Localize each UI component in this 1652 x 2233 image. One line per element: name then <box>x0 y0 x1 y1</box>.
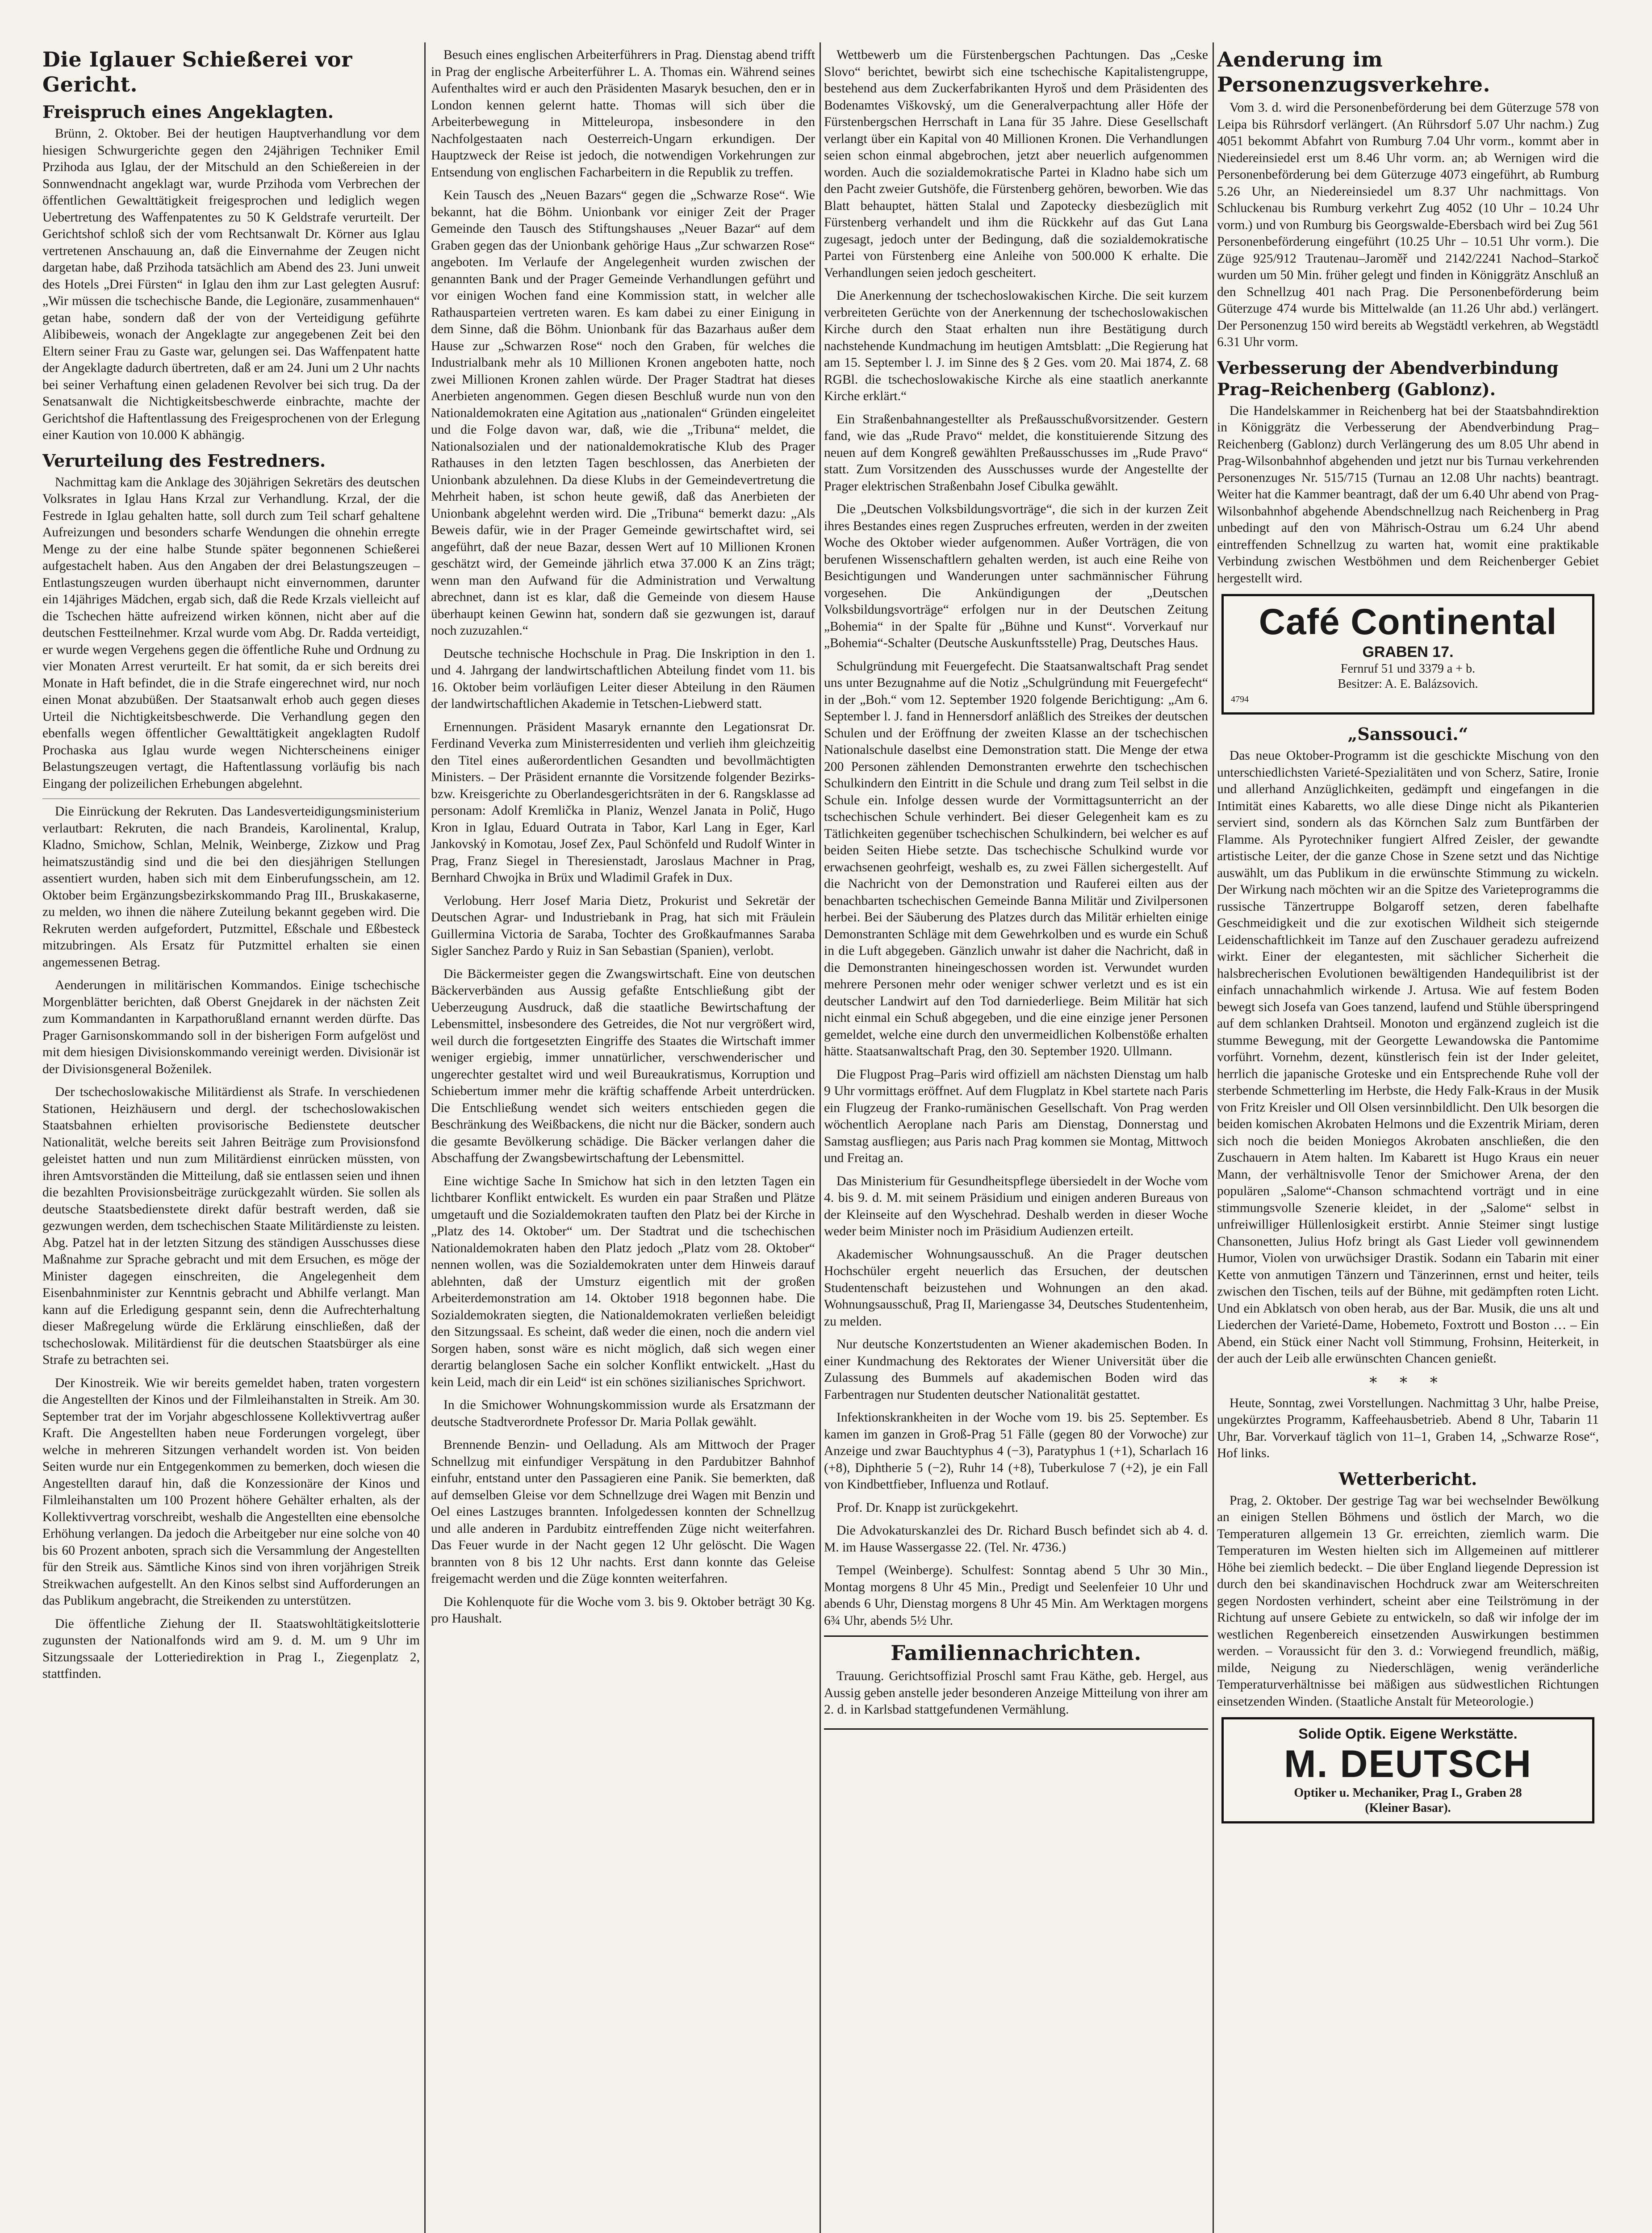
ad-optik-name: M. DEUTSCH <box>1284 1743 1532 1786</box>
article-wiener-boden: Nur deutsche Konzertstudenten an Wiener akademischen Boden. In einer Kundmachung des Rektorates der Wiener Universität über die Zulassung des Bummels auf akademischen Boden wird das Farbentragen nur Studenten deutscher Nationalität gestattet. <box>824 1337 1208 1402</box>
headline-sanssouci: „Sanssouci.“ <box>1347 724 1468 744</box>
ad-optik-address: Optiker u. Mechaniker, Prag I., Graben 28 <box>1294 1786 1522 1800</box>
headline-iglau: Die Iglauer Schießerei vor Gericht. <box>42 47 352 96</box>
article-kirche: Die Anerkennung der tschechoslowakischen Kirche. Die seit kurzem verbreiteten Gerüchte von der Anerkennung der tschechoslowakischen Kirche durch den Staat erhalten nun ihre Bestätigung durch nachstehende Kundmachung im heutigen Amtsblatt: „Die Regierung hat am 15. September l. J. im Sinne des § 2 Ges. vom 20. Mai 1874, Z. 68 RGBl. die tschechoslowakische Kirche als eine staatlich anerkannte Kirche erklärt.“ <box>824 289 1208 403</box>
article-kinostreik: Der Kinostreik. Wie wir bereits gemeldet haben, traten vorgestern die Angestellten der Kinos und der Filmleihanstalten in Streik. Am 30. September trat der im Vorjahr abgeschlossene Kollektivvertrag außer Kraft. Die Angestellten haben neue Forderungen vorgelegt, über welche in mehreren Sitzungen verhandelt worden ist. Von beiden Seiten wurde nur ein Entgegenkommen zu bemerken, doch wiesen die Angestellten darauf hin, daß die Konzessionäre der Kinos und Filmleihanstalten um 100 Prozent höhere Gehälter erhalten, als der Kollektivvertrag vorschreibt, weshalb die Angestellten eine ebensolche Erhöhung verlangen. Da jedoch die Arbeitgeber nur eine solche von 40 bis 60 Prozent anboten, sprach sich die Versammlung der Angestellten für den Streik aus. Sämtliche Kinos sind von ihren vorjährigen Streik Streikwachen aufgestellt. An den Kinos selbst sind Aufforderungen an das Publikum angebracht, die Streikenden zu unterstützen. <box>42 1376 420 1608</box>
article-hochschule: Deutsche technische Hochschule in Prag. Die Inskription in den 1. und 4. Jahrgang der landwirtschaftlichen Abteilung findet vom 11. bis 16. Oktober beim vorläufigen Leiter dieser Abteilung in den Räumen der landwirtschaftlichen Akademie in Tetschen-Liebwerd statt. <box>431 646 815 711</box>
column-rule <box>820 42 821 2233</box>
article-lotterie: Die öffentliche Ziehung der II. Staatswohltätigkeitslotterie zugunsten der Nationalfonds wird am 9. d. M. um 9 Uhr im Sitzungssaale der Lotteriedirektion in Prag I., Ziegenplatz 2, stattfinden. <box>42 1616 420 1681</box>
article-schulgruendung: Schulgründung mit Feuergefecht. Die Staatsanwaltschaft Prag sendet uns unter Bezugnahme auf die Notiz „Schulgründung mit Feuergefecht“ in der „Boh.“ vom 12. September 1920 folgende Berichtigung: „Am 6. September l. J. fand in Hennersdorf anläßlich des Streikes der deutschen Schulen und der Eröffnung der zweiten Klasse an der tschechischen Nationalschule daselbst eine Demonstration statt. Die Menge der etwa 200 Personen zählenden Demonstranten erwehrte den tschechischen Schulkindern den Eintritt in die Schule und drang zum Teil selbst in die Schule ein. Infolge dessen wurde der Vormittagsunterricht an der tschechischen Schule verhindert. Bei dieser Gelegenheit kam es zu Tätlichkeiten gegenüber tschechischen Schulkindern, bei welcher es auf beiden Seiten Hiebe setzte. Das tschechische Schulkind wurde vor erwachsenen geohrfeigt, weshalb es, zu zwei Fällen sichergestellt. Auf die Nachricht von der Demonstration und Rauferei eilten aus der benachbarten tschechischen Gemeinde Banna Militär und Zivilpersonen herbei. Bei der Säuberung des Platzes durch das Militär erhielten einige Demonstranten Schläge mit dem Gewehrkolben und es wurde ein Schuß in die Luft abgegeben. Gänzlich unwahr ist daher die Nachricht, daß in die Demonstranten hineingeschossen worden ist. Verwundet wurden mehrere Personen mehr oder weniger schwer verletzt und es ist ein deutscher Landwirt auf den Tod darniederliege. Beim Militär hat sich nicht einmal ein Schuß abgegeben, und die eine einzige jener Personen gemeldet, welche eine durch den unvermeidlichen Kolbenstöße erhalten hätte. Staatsanwaltschaft Prag, den 30. September 1920. Ullmann. <box>824 659 1208 1058</box>
subhead-verurteilung: Verurteilung des Festredners. <box>42 450 326 471</box>
ad-optik-deutsch <box>1221 1717 1594 1823</box>
article-kohlenquote: Die Kohlenquote für die Woche vom 3. bis 9. Oktober beträgt 30 Kg. pro Haushalt. <box>431 1594 815 1626</box>
article-flugpost: Die Flugpost Prag–Paris wird offiziell am nächsten Dienstag um halb 9 Uhr vormittags eröffnet. Auf dem Flugplatz in Kbel startete nach Paris ein Flugzeug der Franko-rumänischen Gesellschaft. Von Prag werden wöchentlich Aeroplane nach Paris am Dienstag, Donnerstag und Samstag ausfliegen; aus Paris nach Prag kommen sie Montag, Mittwoch und Freitag an. <box>824 1067 1208 1165</box>
headline-abendverbindung: Verbesserung der Abendverbindung Prag–Reichenberg (Gablonz). <box>1217 357 1559 399</box>
article-fuerstenberg: Wettbewerb um die Fürstenbergschen Pachtungen. Das „Ceske Slovo“ berichtet, bewirbt sich eine tschechische Kapitalistengruppe, bestehend aus dem Zuckerfabrikanten Hyroš und dem Präsidenten des Bodenamtes Viškovský, um die Generalverpachtung aller Höfe der Fürstenbergschen Herrschaft in Lana für 35 Jahre. Diese Gesellschaft verlangt über ein Kapital von 40 Millionen Kronen. Die Verhandlungen seien schon einmal abgebrochen, jetzt aber neuerlich aufgenommen worden. Auch die sozialdemokratische Partei in Kladno habe sich um den Pacht zweier Gutshöfe, die Fürstenberg gehören, beworben. Wie das Blatt behauptet, hätten Stalal und Zapotecky diesbezüglich mit Fürstenberg verhandelt und ihm die Rückkehr auf das Gut Lana zugesagt, jedoch unter der Bedingung, daß die sozialdemokratische Partei von Fürstenberg eine Anleihe von 500.000 K erhalte. Die Verhandlungen seien jedoch gescheitert. <box>824 48 1208 280</box>
article-ernennungen: Ernennungen. Präsident Masaryk ernannte den Legationsrat Dr. Ferdinand Veverka zum Ministerresidenten und verlieh ihm gleichzeitig den Titel eines außerordentlichen Gesandten und bevollmächtigten Ministers. – Der Präsident ernannte die Vorsitzende folgender Bezirks- bzw. Kreisgerichte zu Oberlandesgerichtsräten in der 6. Rangsklasse ad personam: Adolf Kremlička in Planiz, Wenzel Janata in Polič, Hugo Kron in Iglau, Eduard Outrata in Tabor, Karl Lang in Eger, Karl Jankovský in Komotau, Josef Zex, Paul Schönfeld und Rudolf Winter in Prag, Franz Siegel in Theresienstadt, Jaroslaus Machner in Prag, Bernhard Chwojka in Brüx und Wladimil Grafek in Dux. <box>431 719 815 885</box>
article-abendverbindung: Die Handelskammer in Reichenberg hat bei der Staatsbahndirektion in Königgrätz die Verbesserung der Abendverbindung Prag–Reichenberg (Gablonz) durch Verlängerung des um 8.05 Uhr abend in Prag-Wilsonbahnhof abgehenden und jetzt nur bis Turnau verkehrenden Personenzuges Nr. 515/715 (Turnau an 12.08 Uhr nachts) beantragt. Weiter hat die Kammer beantragt, daß der um 6.40 Uhr abend von Prag-Wilsonbahnhof abgehende Abendschnellzug nach Reichenberg in Prag unbedingt auf den von Mährisch-Ostrau um 6.24 Uhr abend eintreffenden Schnellzug zu warten hat, womit eine praktikable Verbindung zwischen Westböhmen und dem Reichenberger Gebiet hergestellt wird. <box>1217 403 1599 585</box>
article-baeckermeister: Die Bäckermeister gegen die Zwangswirtschaft. Eine von deutschen Bäckerverbänden aus Aussig gefaßte Entschließung gibt der Ueberzeugung Ausdruck, daß die staatliche Bewirtschaftung der Lebensmittel, insbesondere des Getreides, die Not nur vergrößert wird, weil durch die fortgesetzten Eingriffe des Staates die Wirtschaft immer weniger ergiebig, immer unnatürlicher, verschwenderischer und ungerechter gestaltet wird und weil Bureaukratismus, Korruption und Schiebertum immer mehr die kräftig schaffende Arbeit unterdrücken. Die Entschließung wendet sich weiters entschieden gegen die Beschränkung des Weißbackens, die nicht nur die Bäcker, sondern auch die gesamte Bevölkerung schädige. Die Bäcker verlangen daher die Abschaffung der Zwangsbewirtschaftung der Lebensmittel. <box>431 966 815 1165</box>
ad-cafe-address: GRABEN 17. <box>1362 644 1454 661</box>
article-przihoda: Brünn, 2. Oktober. Bei der heutigen Hauptverhandlung vor dem hiesigen Schwurgerichte gegen den 24jährigen Techniker Emil Przihoda aus Iglau, der der Mitschuld an den Schießereien in der Sonnwendnacht angeklagt war, wurde Przihoda vom Verbrechen der öffentlichen Gewalttätigkeit freigesprochen und lediglich wegen Uebertretung des Waffenpatentes zu 50 K Geldstrafe verurteilt. Der Gerichtshof schloß sich der vom Rechtsanwalt Dr. Körner aus Iglau vertretenen Anschauung an, daß die Einvernahme der Zeugen nicht dargetan habe, daß Przihoda tatsächlich am Abend des 23. Juni unweit des Hotels „Drei Fürsten“ in Iglau den ihm zur Last gelegten Ausruf: „Wir müssen die tschechische Bande, die Legionäre, zusammenhauen“ getan habe, sondern daß der von der Verteidigung geführte Alibibeweis, wonach der Angeklagte zur angegebenen Zeit bei den Eltern seiner Frau zu Gaste war, gelungen sei. Das Waffenpatent hatte der Angeklagte dadurch übertreten, daß er am 24. Juni um 2 Uhr nachts bei seiner Verhaftung einen geladenen Revolver bei sich trug. Da der Senatsanwalt die Nichtigkeitsbeschwerde einbrachte, machte der Gerichtshof die Haftentlassung des Freigesprochenen von der Erlegung einer Kaution von 10.000 K abhängig. <box>42 126 420 442</box>
family-news-text: Trauung. Gerichtsoffizial Proschl samt Frau Käthe, geb. Hergel, aus Aussig geben anstelle jeder besonderen Anzeige Mitteilung von ihrer am 2. d. in Karlsbad stattgefundenen Vermählung. <box>824 1669 1208 1717</box>
article-verlobung: Verlobung. Herr Josef Maria Dietz, Prokurist und Sekretär der Deutschen Agrar- und Industriebank in Prag, hat sich mit Fräulein Guillermina Victoria de Saraba, Tochter des Großkaufmannes Saraba Sigler Sanchez Pardo y Ruiz in San Sebastian (Spanien), verlobt. <box>431 893 815 958</box>
headline-personenzug: Aenderung im Personenzugsverkehre. <box>1217 47 1491 96</box>
headline-wetter: Wetterbericht. <box>1338 1468 1477 1489</box>
article-wohnungskommission: In die Smichower Wohnungskommission wurde als Ersatzmann der deutsche Stadtverordnete Professor Dr. Maria Pollak gewählt. <box>431 1398 815 1429</box>
ad-cafe-owner: Besitzer: A. E. Balázsovich. <box>1338 677 1478 691</box>
column-2 <box>431 47 815 2233</box>
subhead-freispruch: Freispruch eines Angeklagten. <box>42 102 334 122</box>
article-sanssouci: Das neue Oktober-Programm ist die geschickte Mischung von den unterschiedlichsten Varieté-Spezialitäten und von Scherz, Satire, Ironie und allerhand Anzüglichkeiten, gedämpft und eingefangen in die Intimität eines Kabaretts, wo alle diese Dinge nicht als Pikanterien serviert sind, sondern als das Körnchen Salz zum Buntfärben der Flamme. Als Pyrotechniker fungiert Alfred Zeisler, der gewandte artistische Leiter, der die ganze Chose in Szene setzt und das Nichtige auswählt, um das Publikum in die erwünschte Stimmung zu wickeln. Der Wirkung nach möchten wir an die Spitze des Varieteprogramms die russische Tänzertruppe Bolgaroff setzen, deren fabelhafte Geschmeidigkeit und die zur exotischen Wildheit sich steigernde Leidenschaftlichkeit im Tanze auf den Zuschauer geradezu aufreizend wirkt. Einer der elegantesten, mit sächlicher Sicherheit die halsbrecherischen Evolutionen bewältigenden Handequilibrist ist der einfach unnachahmlich wirkende J. Artusa. Wie auf festem Boden bewegt sich Josefa van Goes tanzend, laufend und Stühle überspringend auf dem schlanken Drahtseil. Monoton und ergänzend zugleich ist die stumme Bewegung, mit der Georgette Lewandowska die Pantomime vorführt. Vornehm, dezent, künstlerisch fein ist der Inder geleitet, herrlich die japanische Groteske und ein Entsprechende Ruhe voll der sterbende Schmetterling im Herbste, die Hedy Falk-Kraus in der Musik von Fritz Kreisler und Oll Olsen versinnbildlicht. Den Ulk besorgen die beiden komischen Akrobaten Helmons und die Exzentrik Miriam, deren sich noch die beiden Moniegos Akrobaten anschließen, die den Zuschauern in Atem halten. Im Kabarett ist Hugo Kraus ein neuer Mann, der verhältnisvolle Tenor der Smichower Arena, der den populären „Salome“-Chanson schmachtend vorträgt und in eine stimmungsvolle Szenerie kleidet, in der „Salome“ selbst in unfreiwilliger Hüllenlosigkeit erstirbt. Annie Steimer singt lustige Chansonetten, Julius Hofz bringt als Gast Lieder voll gewinnendem Humor, Violen von urwüchsiger Drastik. Sodann ein Tabarin mit einer Kette von anmutigen Tänzern und Tänzerinnen, ernst und heiter, teils zwischen den Tischen, teils auf der Bühne, mit gedämpften roten Licht. Und ein Abklatsch von oben herab, aus der Bar. Musik, die uns alt und Liederchen der Varieté-Dame, Hobemeto, Foxtrott und Boston … – Ein Abend, ein Stück einer Nacht voll Stimmung, Frohsinn, Heiterkeit, in der auch der Leib alle erwünschten Chancen genießt. <box>1217 749 1599 1366</box>
article-kommandos: Aenderungen in militärischen Kommandos. Einige tschechische Morgenblätter berichten, daß Oberst Gnejdarek in der nächsten Zeit zum Kommandanten in Karpathorußland ernannt werden dürfte. Das Prager Garnisonskommando soll in der bisherigen Form aufgelöst und mit dem hiesigen Divisionskommando vereinigt werden. Divisionär ist der Divisionsgeneral Boženilek. <box>42 978 420 1076</box>
ad-cafe-name: Café Continental <box>1259 602 1557 642</box>
article-vorstellungen: Heute, Sonntag, zwei Vorstellungen. Nachmittag 3 Uhr, halbe Preise, ungekürztes Programm, Kaffeehausbetrieb. Abend 8 Uhr, Tabarin 11 Uhr, Bar. Vorverkauf täglich von 11–1, Graben 14, „Schwarze Rose“, Hof links. <box>1217 1396 1599 1460</box>
article-smichow: Eine wichtige Sache In Smichow hat sich in den letzten Tagen ein lichtbarer Konflikt entwickelt. Es wurden ein paar Straßen und Plätze umgetauft und die Sozialdemokraten tauften den Platz bei der Kirche in „Platz des 14. Oktober“ um. Der Stadtrat und die tschechischen Nationaldemokraten haben den Platz jedoch „Platz vom 28. Oktober“ nennen wollen, was die Sozialdemokraten unter dem Hinweis darauf ablehnten, daß der Umsturz eigentlich mit der großen Arbeiterdemonstration am 14. Oktober 1918 begonnen habe. Die Sozialdemokraten siegten, die Nationaldemokraten verließen beleidigt den Sitzungssaal. Es scheint, daß weder die einen, noch die andern viel Sorgen haben, sonst wäre es nicht möglich, daß sich wegen einer derartig belanglosen Sache ein solcher Konflikt entwickelt. „Hast du kein Leid, mach dir ein Leid“ ist ein schönes sizilianisches Sprichwort. <box>431 1174 815 1389</box>
column-4 <box>1217 47 1599 2233</box>
article-personenzug: Vom 3. d. wird die Personenbeförderung bei dem Güterzuge 578 von Leipa bis Rührsdorf verlängert. (An Rührsdorf 5.07 Uhr nachm.) Zug 4051 bekommt Abfahrt von Rumburg 7.04 Uhr vorm., kommt aber in Niedereinsiedel erst um 8.46 Uhr vorm. an; ab Wernigen wird die Personenbeförderung bei dem Güterzuge 4073 eingeführt, ab Rumburg 5.26 Uhr, an Niedereinsiedel um 8.37 Uhr nachmittags. Von Schluckenau bis Rumburg verkehrt Zug 4052 (10 Uhr – 10.24 Uhr vorm.) und von Rumburg bis Georgswalde-Ebersbach wird bei Zug 561 Personenbeförderung eingeführt (10.25 Uhr – 10.51 Uhr vorm.). Die Züge 925/912 Trautenau–Jaroměř und 2142/2241 Nachod–Starkoč wurden um 50 Min. früher gelegt und finden in Königgrätz Anschluß an den Schnellzug 401 nach Prag. Die Personenbeförderung beim Güterzuge 474 wurde bis Mittelwalde (an 11.26 Uhr abd.) verlängert. Der Personenzug 150 wird bereits ab Wegstädtl verkehren, ab Wegstädtl 6.31 Uhr vorm. <box>1217 100 1599 349</box>
article-thomas: Besuch eines englischen Arbeiterführers in Prag. Dienstag abend trifft in Prag der englische Arbeiterführer L. A. Thomas ein. Während seines Aufenthaltes wird er auch den Präsidenten Masaryk besuchen, den er in London kennen gelernt hatte. Thomas will sich über die Arbeiterbewegung in Mitteleuropa, insbesondere in den Nachfolgestaaten nach Oesterreich-Ungarn erkundigen. Der Hauptzweck der Reise ist jedoch, die notwendigen Vorkehrungen zur Entsendung von englischen Facharbeitern in die Republik zu treffen. <box>431 48 815 180</box>
column-rule <box>424 42 426 2233</box>
article-pressausschuss: Ein Straßenbahnangestellter als Preßausschußvorsitzender. Gestern fand, wie das „Rude Pravo“ meldet, die konstituierende Sitzung des neuen auf dem Kongreß gewählten Preßausschusses im „Rude Pravo“ statt. Zum Vorsitzenden des Ausschusses wurde der Angestellte der Prager elektrischen Straßenbahn Josef Cibulka gewählt. <box>824 412 1208 493</box>
article-rekruten: Die Einrückung der Rekruten. Das Landesverteidigungsministerium verlautbart: Rekruten, die nach Brandeis, Karolinental, Kralup, Kladno, Smichow, Schlan, Melnik, Weinberge, Zizkow und Prag heimatszuständig sind und die bei den diesjährigen Stellungen assentiert wurden, haben sich mit dem Einberufungsschein, am 12. Oktober beim Ergänzungsbezirkskommando Prag III., Bruskakaserne, zu melden, wo ihnen die nähere Zuteilung bekannt gegeben wird. Die Rekruten werden aufgefordert, Putzmittel, Eßschale und Eßbesteck mitzubringen. Als Ersatz für Putzmittel erhalten sie einen angemessenen Betrag. <box>42 804 420 970</box>
ad-cafe-number: 4794 <box>1231 694 1249 704</box>
article-ministerium: Das Ministerium für Gesundheitspflege übersiedelt in der Woche vom 4. bis 9. d. M. mit seinem Präsidium und einigen anderen Bureaus von der Kleinseite auf den Wyschehrad. Deshalb werden in dieser Woche weder beim Minister noch im Präsidium Audienzen erteilt. <box>824 1174 1208 1238</box>
article-krzal: Nachmittag kam die Anklage des 30jährigen Sekretärs des deutschen Volksrates in Iglau Hans Krzal zur Verhandlung. Krzal, der die Festrede in Iglau gehalten hatte, soll durch zum Teil scharf gehaltene Aufreizungen und besonders scharfe Wendungen die ohnehin erregte Menge zu der eine halbe Stunde später begonnenen Schießerei aufgestachelt haben. Aus den Angaben der drei Belastungszeugen – Entlastungszeugen wurden überhaupt nicht einvernommen, darunter ein 14jähriges Mädchen, ergab sich, daß die Rede Krzals vielleicht auf die Tschechen hätte aufreizend wirken können, nicht aber auf die deutschen Festteilnehmer. Krzal wurde vom Abg. Dr. Radda verteidigt, er wurde wegen Vergehens gegen die öffentliche Ruhe und Ordnung zu vier Monaten Arrest verurteilt. Er hat somit, da er sich bereits drei Monate in Haft befindet, die in die Strafe eingerechnet wird, nur noch einen Monat abzubüßen. Der Staatsanwalt erhob auch gegen dieses Urteil die Nichtigkeitsbeschwerde. Die Verhandlung gegen den ebenfalls wegen öffentlicher Gewalttätigkeit angeklagten Rudolf Prochaska aus Iglau wurde wegen Nichterscheinens einiger Belastungszeugen vertagt, die Haftentlassung vorläufig bis nach Eingang der polizeilichen Erhebungen abgelehnt. <box>42 475 420 791</box>
family-news <box>824 1635 1208 1730</box>
article-knapp: Prof. Dr. Knapp ist zurückgekehrt. <box>836 1500 1019 1515</box>
column-1 <box>42 47 420 2233</box>
ad-optik-top: Solide Optik. Eigene Werkstätte. <box>1298 1726 1518 1742</box>
ad-cafe-continental <box>1221 594 1594 715</box>
column-3 <box>824 47 1208 2233</box>
column-rule <box>1213 42 1214 2233</box>
ad-cafe-phone: Fernruf 51 und 3379 a + b. <box>1340 662 1476 676</box>
article-militaerdienst: Der tschechoslowakische Militärdienst als Strafe. In verschiedenen Stationen, Heizhäusern und dergl. der tschechoslowakischen Staatsbahnen erhielten provisorische Bedienstete deutscher Nationalität, welche bereits seit Jahren Beiträge zum Provisionsfond geleistet hatten und nun zum Militärdienst einrücken müssten, von ihren Amtsvorständen die Mitteilung, daß sie entlassen seien und ihnen die bezahlten Provisionsbeiträge zurückgezahlt würden. Sie sollen als deutsche Staatsbedienstete direkt dafür bestraft werden, daß sie gezwungen werden, dem tschechischen Staate Militärdienste zu leisten. Abg. Patzel hat in der letzten Sitzung des ständigen Ausschusses diese Maßnahme zur Sprache gebracht und mit dem Ersuchen, es möge der Minister dagegen einschreiten, die Angelegenheit dem Eisenbahnminister zur Kenntnis gebracht und Abhilfe verlangt. Man kann auf die Erledigung gespannt sein, denn die Aufrechterhaltung dieser Maßregelung würde die Erklärung einschließen, daß der tschechoslowak. Militärdienst für die deutschen Staatsbürger als eine Strafe zu betrachten sei. <box>42 1085 420 1367</box>
article-wetter: Prag, 2. Oktober. Der gestrige Tag war bei wechselnder Bewölkung an einigen Stellen Böhmens und östlich der March, wo die Temperaturen allgemein 13 Gr. erreichten, ziemlich warm. Die Temperaturen im Westen hielten sich im Allgemeinen auf mittlerer Höhe bei ziemlich bedeckt. – Die über England liegende Depression ist durch den bei skandinavischen Hochdruck zwar am Weiterschreiten gegen Nordosten verhindert, scheint aber eine Teilströmung in der Richtung auf unsere Gebiete zu entwickeln, so daß wir infolge der im westlichen Regenbereich einsetzenden Auswirkungen bestimmen werden. – Voraussicht für den 3. d.: Vorwiegend freundlich, mäßig, milde, Neigung zu Niederschlägen, wenig veränderliche Temperaturverhältnisse bei mäßigen aus südwestlichen Richtungen einsetzenden Winden. (Staatliche Anstalt für Meteorologie.) <box>1217 1493 1599 1709</box>
family-news-header: Familiennachrichten. <box>891 1641 1142 1665</box>
article-bazar: Kein Tausch des „Neuen Bazars“ gegen die „Schwarze Rose“. Wie bekannt, hat die Böhm. Unionbank vor einiger Zeit der Prager Gemeinde den Tausch des Stiftungshauses „Neuer Bazar“ auf dem Graben gegen das der Unionbank gehörige Haus „Zur schwarzen Rose“ angeboten. Im Verlaufe der Angelegenheit wurden zwischen der genannten Bank und der Prager Gemeinde Verhandlungen geführt und vor einigen Wochen fand eine Kommission statt, in welcher alle Rathausparteien vertreten waren. Es kam dabei zu einer Einigung in dem Sinne, daß die Böhm. Unionbank für das Bazarhaus außer dem Hause zur „Schwarzen Rose“ noch den Graben, für welches die Industrialbank mehr als 10 Millionen Kronen angeboten hatte, noch zwei Millionen Kronen zahlen würde. Der Prager Stadtrat hat dieses Anerbieten angenommen. Gegen diesen Beschluß wurde nun von den Nationaldemokraten eine Agitation aus „nationalen“ Gründen eingeleitet und die Folge davon war, daß, wie die „Tribuna“ meldet, die Nationalsozialen und der nationaldemokratische Klub des Prager Rathauses in den letzten Tagen beschlossen, das Anerbieten der Unionbank abzulehnen. Da diese Klubs in der Gemeindevertretung die Mehrheit haben, ist schon heute gewiß, daß das Anerbieten der Unionbank abgelehnt werden wird. Die „Tribuna“ bemerkt dazu: „Als Beweis dafür, wie in der Prager Gemeinde gewirtschaftet wird, sei angeführt, daß der neue Bazar, dessen Wert auf 10 Millionen Kronen geschätzt wird, der Gemeinde jährlich etwa 37.000 K an Zins trägt; wenn man den Aufwand für die Administration und Verwaltung abrechnet, dann ist es klar, daß die Gemeinde von diesem Hause überhaupt keinen Gewinn hat, sondern daß sie gezwungen ist, darauf noch zuzuzahlen.“ <box>431 188 815 638</box>
article-infektionen: Infektionskrankheiten in der Woche vom 19. bis 25. September. Es kamen im ganzen in Groß-Prag 51 Fälle (gegen 80 der Vorwoche) zur Anzeige und zwar Bauchtyphus 4 (−3), Paratyphus 1 (+1), Scharlach 16 (+8), Diphtherie 5 (−2), Ruhr 14 (+8), Tuberkulose 7 (+2), je ein Fall von Kindbettfieber, Influenza und Rotlauf. <box>824 1410 1208 1492</box>
ad-optik-subaddress: (Kleiner Basar). <box>1365 1801 1451 1815</box>
article-volksbildung: Die „Deutschen Volksbildungsvorträge“, die sich in der kurzen Zeit ihres Bestandes eines regen Zuspruches erfreuten, werden in der zweiten Woche des Oktober wieder aufgenommen. Außer Vorträgen, die von berufenen Wissenschaftlern gehalten werden, ist auch eine Reihe von Besichtigungen und Wanderungen unter sachmännischer Führung vorgesehen. Die Ankündigungen der „Deutschen Volksbildungsvorträge“ erfolgen nur in der Deutschen Zeitung „Bohemia“ in der Spalte für „Bühne und Kunst“. Vorverkauf nur „Bohemia“-Schalter (Deutsche Auskunftsstelle) Prag, Deutsches Haus. <box>824 502 1208 650</box>
article-benzin: Brennende Benzin- und Oelladung. Als am Mittwoch der Prager Schnellzug mit einfundiger Verspätung in den Pardubitzer Bahnhof einfuhr, entstand unter den Passagieren eine Panik. Sie bemerkten, daß auf demselben Gleise vor dem Schnellzuge drei Wagen mit Benzin und Oel eines Lastzuges brannten. Infolgedessen konnten der Schnellzug und alle anderen in Pardubitz eintreffenden Züge nicht weiterfahren. Das Feuer wurde in der Nacht gegen 12 Uhr gelöscht. Die Wagen brannten von 8 bis 12 Uhr nachts. Erst dann konnte das Geleise freigemacht werden und die Züge konnten weiterfahren. <box>431 1438 815 1586</box>
article-wohnungsausschuss: Akademischer Wohnungsausschuß. An die Prager deutschen Hochschüler ergeht neuerlich das Ersuchen, der deutschen Studentenschaft beizustehen und Wohnungen an den akad. Wohnungsausschuß, Prag II, Mariengasse 34, Deutsches Studentenheim, zu melden. <box>824 1247 1208 1329</box>
separator-stars: * * * <box>1369 1373 1447 1392</box>
article-advokatur: Die Advokaturskanzlei des Dr. Richard Busch befindet sich ab 4. d. M. im Hause Wassergasse 22. (Tel. Nr. 4736.) <box>824 1523 1208 1555</box>
article-tempel: Tempel (Weinberge). Schulfest: Sonntag abend 5 Uhr 30 Min., Montag morgens 8 Uhr 45 Min., Predigt und Seelenfeier 10 Uhr und abends 6 Uhr, Dienstag morgens 8 Uhr 45 Min. Am Werktagen morgens 6¾ Uhr, abends 5½ Uhr. <box>824 1563 1208 1628</box>
